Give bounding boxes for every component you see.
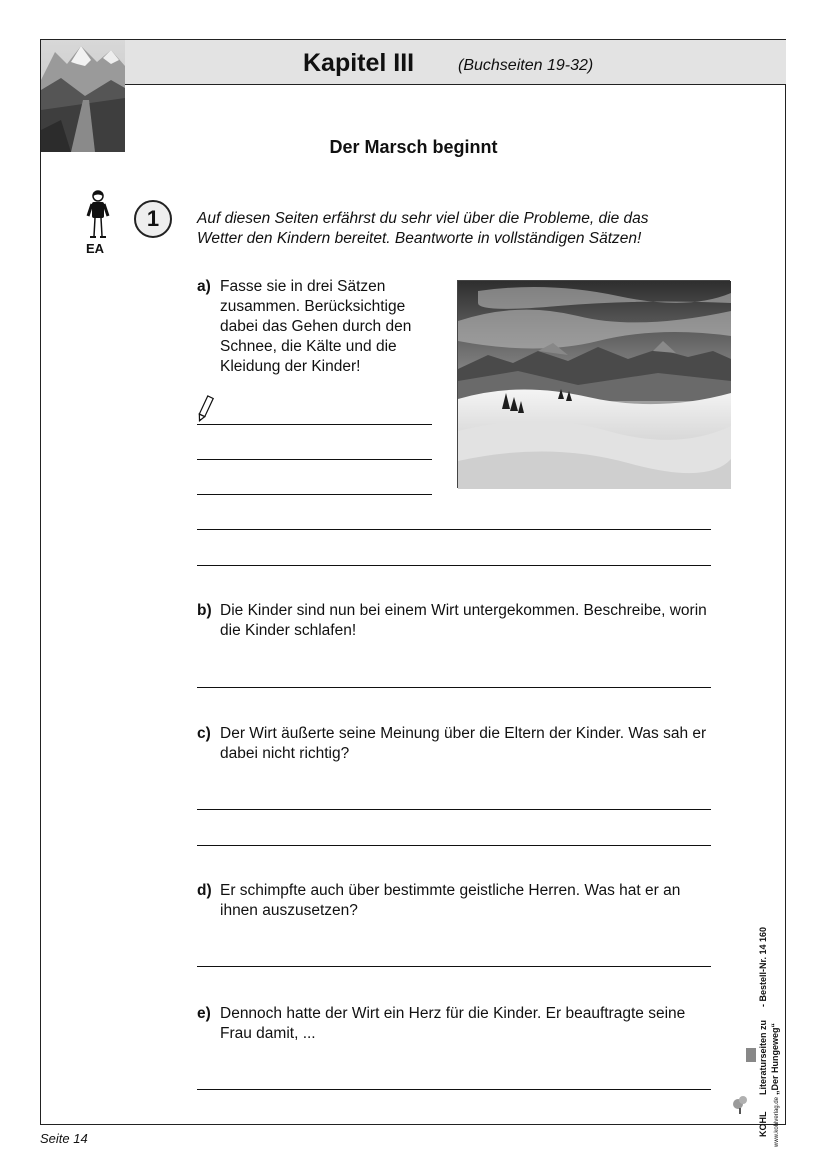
question-d [197,881,707,921]
answer-line[interactable] [197,845,711,846]
chapter-pages: (Buchseiten 19-32) [458,57,594,74]
imprint-series-line1: Literaturseiten zu [758,1019,768,1095]
answer-line[interactable] [197,565,711,566]
question-e [197,1004,707,1044]
section-title: Der Marsch beginnt [329,137,498,157]
page-number: Seite 14 [40,1131,88,1146]
question-b [197,601,707,641]
question-letter: a) [197,278,211,295]
question-letter: e) [197,1005,211,1022]
imprint-series-line2: „Der Hungeweg“ [770,1022,780,1095]
question-text: Der Wirt äußerte seine Meinung über die Eltern der Kinder. Was sah er dabei nicht richtig? [220,725,707,762]
question-text: Fasse sie in drei Sätzen zusammen. Berücksichtige dabei das Gehen durch den Schnee, die Kälte und die Kleidung der Kinder! [220,278,412,375]
pencil-icon [196,394,214,424]
answer-line[interactable] [197,459,432,460]
work-form-label: EA [86,241,105,256]
question-letter: d) [197,882,212,899]
answer-line[interactable] [197,1089,711,1090]
publisher-logo-icon [746,1048,756,1062]
answer-line[interactable] [197,809,711,810]
mountain-path-photo [40,39,124,151]
publisher-logo-text: KOHL [758,1111,768,1137]
question-text: Dennoch hatte der Wirt ein Herz für die Kinder. Er beauftragte seine Frau damit, ... [220,1005,686,1042]
question-a [197,277,437,377]
question-c [197,724,707,764]
header-bar [124,39,786,85]
answer-line[interactable] [197,424,432,425]
question-letter: c) [197,725,211,742]
imprint-website: www.kohlverlag.de [774,1096,780,1147]
question-letter: b) [197,602,212,619]
task-intro: Auf diesen Seiten erfährst du sehr viel über die Probleme, die das Wetter den Kindern bereitet. Beantworte in vollständigen Sätzen! [197,210,649,247]
answer-line[interactable] [197,687,711,688]
student-figure-icon [84,190,112,240]
publisher-imprint [730,860,790,1147]
question-text: Die Kinder sind nun bei einem Wirt untergekommen. Beschreibe, worin die Kinder schlafen! [220,602,707,639]
snow-landscape-photo [457,280,730,488]
tree-logo-icon [733,1096,747,1114]
question-text: Er schimpfte auch über bestimmte geistliche Herren. Was hat er an ihnen auszusetzen? [220,882,681,919]
answer-line[interactable] [197,529,711,530]
task-number: 1 [134,200,172,238]
answer-line[interactable] [197,966,711,967]
imprint-order-number: - Bestell-Nr. 14 160 [758,926,768,1007]
answer-line[interactable] [197,494,432,495]
chapter-title: Kapitel III [303,49,415,77]
